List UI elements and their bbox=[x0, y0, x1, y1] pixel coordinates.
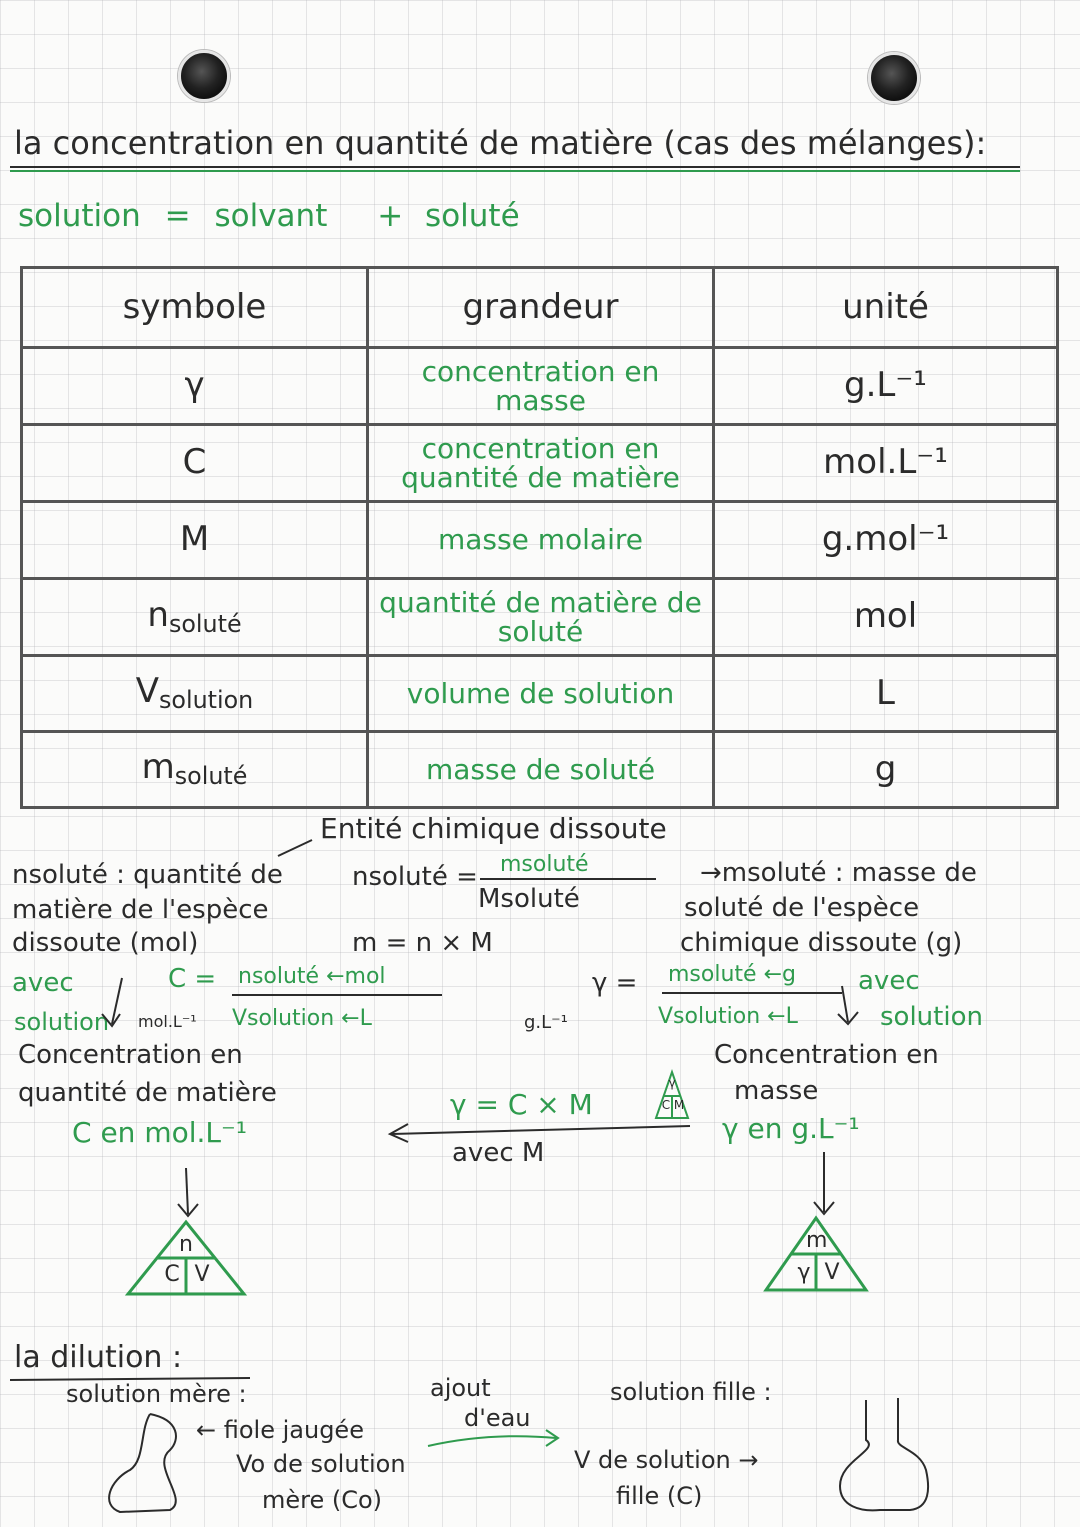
row-unit: g bbox=[714, 732, 1058, 808]
relation-avec: avec M bbox=[452, 1138, 545, 1168]
dilution-v-1: V de solution → bbox=[574, 1446, 759, 1474]
c-avec: avec bbox=[12, 968, 74, 998]
row-quantity: concentration en masse bbox=[368, 348, 714, 425]
gamma-formula-numerator: msoluté ←g bbox=[668, 962, 796, 987]
title-underline bbox=[10, 166, 1020, 168]
n-definition-2: matière de l'espèce bbox=[12, 895, 269, 925]
row-symbol: M bbox=[22, 502, 368, 579]
relation-formula: γ = C × M bbox=[450, 1088, 593, 1121]
solution-formula bbox=[18, 198, 520, 234]
dilution-vo-1: Vo de solution bbox=[236, 1450, 406, 1478]
row-symbol: C bbox=[22, 425, 368, 502]
brace-arrow-right-head bbox=[838, 1012, 858, 1024]
flask-mother bbox=[109, 1414, 176, 1512]
header-grandeur: grandeur bbox=[368, 268, 714, 348]
formula-equals: = bbox=[164, 198, 191, 234]
conc-qm-3: C en mol.L⁻¹ bbox=[72, 1116, 248, 1149]
gamma-solution: solution bbox=[880, 1002, 983, 1032]
m-formula: m = n × M bbox=[352, 928, 493, 958]
gamma-formula-denominator: Vsolution ←L bbox=[658, 1004, 798, 1029]
tri-small-br: M bbox=[673, 1098, 685, 1112]
dilution-fille: solution fille : bbox=[610, 1378, 772, 1406]
quantities-table bbox=[20, 266, 1059, 809]
formula-plus: + bbox=[377, 198, 404, 234]
row-unit: g.L⁻¹ bbox=[714, 348, 1058, 425]
row-unit: mol.L⁻¹ bbox=[714, 425, 1058, 502]
flask-daughter bbox=[840, 1398, 928, 1510]
tri-left-bl: C bbox=[164, 1262, 180, 1287]
n-definition-3: dissoute (mol) bbox=[12, 928, 199, 958]
row-symbol: $m_{soluté}$ bbox=[22, 732, 368, 808]
table-row bbox=[22, 732, 1058, 808]
m-definition-1: →msoluté : masse de bbox=[700, 858, 977, 888]
row-unit: g.mol⁻¹ bbox=[714, 502, 1058, 579]
dilution-mere: solution mère : bbox=[66, 1380, 247, 1408]
row-symbol: $V_{solution}$ bbox=[22, 656, 368, 732]
table-row bbox=[22, 425, 1058, 502]
conc-qm-2: quantité de matière bbox=[18, 1078, 277, 1108]
ajout-arrow bbox=[428, 1436, 556, 1446]
dilution-ajout-1: ajout bbox=[430, 1374, 491, 1402]
page-title: la concentration en quantité de matière (cas des mélanges): bbox=[14, 124, 987, 162]
binder-hole-left bbox=[178, 50, 230, 102]
title-underline-green bbox=[10, 170, 1020, 172]
table-header-row bbox=[22, 268, 1058, 348]
down-arrow-left bbox=[186, 1168, 188, 1214]
entity-arrow bbox=[278, 840, 312, 856]
table-row bbox=[22, 656, 1058, 732]
relation-arrow bbox=[392, 1126, 690, 1134]
gamma-avec: avec bbox=[858, 966, 920, 996]
formula-solute: soluté bbox=[425, 198, 520, 234]
tri-left-br: V bbox=[194, 1262, 210, 1287]
row-quantity: concentration en quantité de matière bbox=[368, 425, 714, 502]
c-formula-lhs: C = bbox=[168, 964, 217, 994]
gamma-formula-lhs: γ = bbox=[592, 968, 638, 998]
relation-arrow-head bbox=[390, 1124, 408, 1142]
c-solution: solution bbox=[14, 1008, 110, 1036]
n-formula-numerator: msoluté bbox=[500, 852, 589, 877]
row-quantity: quantité de matière de soluté bbox=[368, 579, 714, 656]
conc-m-2: masse bbox=[734, 1076, 819, 1106]
n-formula-fraction-bar bbox=[480, 878, 656, 880]
row-unit: L bbox=[714, 656, 1058, 732]
table-row bbox=[22, 348, 1058, 425]
gamma-unit: g.L⁻¹ bbox=[524, 1012, 568, 1033]
m-definition-2: soluté de l'espèce bbox=[684, 893, 920, 923]
table-row bbox=[22, 579, 1058, 656]
dilution-fiole: ← fiole jaugée bbox=[196, 1416, 364, 1444]
n-formula-lhs: nsoluté = bbox=[352, 862, 478, 892]
c-formula-denominator: Vsolution ←L bbox=[232, 1006, 372, 1031]
brace-arrow-left bbox=[112, 978, 122, 1024]
tri-right-br: V bbox=[824, 1260, 840, 1285]
c-formula-numerator: nsoluté ←mol bbox=[238, 964, 386, 989]
tri-small-top: γ bbox=[668, 1076, 676, 1090]
header-symbole: symbole bbox=[22, 268, 368, 348]
gamma-formula-fraction-bar bbox=[662, 992, 842, 994]
conc-m-3: γ en g.L⁻¹ bbox=[722, 1112, 860, 1145]
binder-hole-right bbox=[868, 52, 920, 104]
table-row bbox=[22, 502, 1058, 579]
n-definition-1: nsoluté : quantité de bbox=[12, 860, 283, 890]
dilution-ajout-2: d'eau bbox=[464, 1404, 531, 1432]
row-quantity: masse de soluté bbox=[368, 732, 714, 808]
row-symbol: γ bbox=[22, 348, 368, 425]
brace-arrow-right bbox=[842, 986, 848, 1022]
dilution-v-2: fille (C) bbox=[616, 1482, 703, 1510]
row-symbol: $n_{soluté}$ bbox=[22, 579, 368, 656]
tri-right-bl: γ bbox=[797, 1260, 811, 1285]
header-unite: unité bbox=[714, 268, 1058, 348]
c-unit-left: mol.L⁻¹ bbox=[138, 1012, 197, 1031]
dilution-title: la dilution : bbox=[14, 1340, 183, 1375]
n-formula-denominator: Msoluté bbox=[478, 884, 580, 914]
row-unit: mol bbox=[714, 579, 1058, 656]
m-definition-3: chimique dissoute (g) bbox=[680, 928, 963, 958]
c-formula-fraction-bar bbox=[232, 994, 442, 996]
tri-small-bl: C bbox=[661, 1098, 671, 1112]
formula-solvent: solvant bbox=[214, 198, 328, 234]
dilution-vo-2: mère (Co) bbox=[262, 1486, 383, 1514]
tri-left-top: n bbox=[179, 1232, 193, 1257]
conc-qm-1: Concentration en bbox=[18, 1040, 243, 1070]
entity-label: Entité chimique dissoute bbox=[320, 812, 667, 845]
formula-solution: solution bbox=[18, 198, 141, 234]
row-quantity: volume de solution bbox=[368, 656, 714, 732]
conc-m-1: Concentration en bbox=[714, 1040, 939, 1070]
tri-right-top: m bbox=[806, 1228, 828, 1253]
row-quantity: masse molaire bbox=[368, 502, 714, 579]
